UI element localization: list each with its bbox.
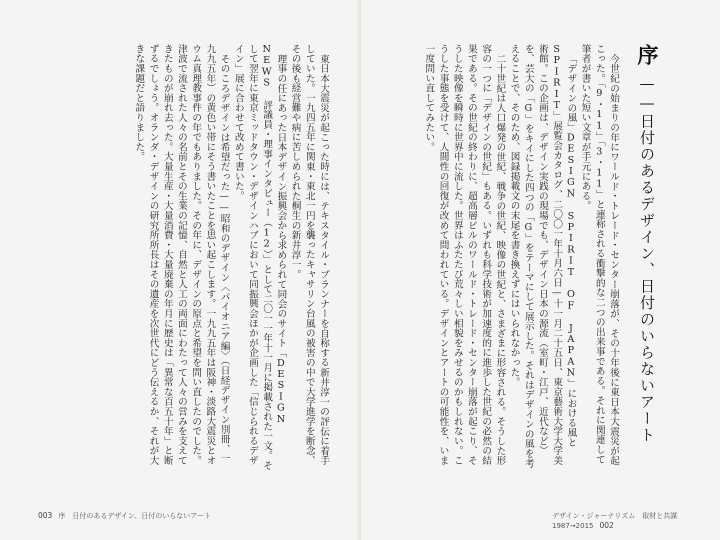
gutter [358,0,361,540]
paragraph: 二十世紀は人口爆発の世紀、戦争の世紀、映像の世紀と、さまざまに形容される。そうした形容の一つに「デザインの世紀」もある。いずれも科学技術が加速度的に進歩した世紀の必然の結果である。その世紀の終わりに、超高層ビルのワールド・トレード・センター崩落が起こり、そうした映像を瞬時に世界中に流した。世界はふたたび荒々しい相貌をみせるのかもしれない。こうした事態を受けて、人間性の回復が改めて問われている。デザインとアートの可能性を、いま一度問い直してみたい。 [423,44,506,466]
chapter-mark: 序 [635,44,660,67]
left-running-head: 序 日付のあるデザイン、日付のいらないアート [58,512,212,520]
chapter-title-text: ——日付のあるデザイン、日付のいらないアート [638,74,656,444]
right-footer [552,511,720,530]
paragraph: 東日本大震災が起こった時には、テキスタイル・プランナーを自称する新井淳一の評伝に着手していた。一九四五年に関東・東北一円を襲ったキャサリン台風の被害の中で大学進学を断念、その後も経営難や病に苦しめられた桐生の新井淳一。 [289,44,329,466]
left-footer [38,511,211,521]
paragraph: 「デザインの風」DESIGN SPIRIT OF JAPAN」における風とSPIRIT」展覧会カタログ、二〇〇一年十月六日—十一月二十五日、東京藝術大学大学美術館。この企画は、デザイン実践の現場でも、デザイン日本の源流（室町・江戸、近代など）を、芸大の「G」をキイにした四つの「G」をテーマにして展示した。それはデザインの風を考えることで、そのため、図録掲載文の末尾を書き換えずにはいられなかった。 [508,44,577,469]
left-page-text [30,44,330,472]
right-page-text [402,44,620,472]
right-running-head: デザイン・ジャーナリズム 取材と共謀 1987→2015 [552,512,678,530]
paragraph: 理事の任にあった日本デザイン振興会から求められて同会のサイト「DESIGN NEWS 評議員・理事インタビュー（12）」として二〇一一年十一月に掲載された一文。そして翌年に東京ミッドタウン・デザインハブにおいて同振興会ほかが企画した「信じられるデザイン」展に合わせて改めて書いた。 [232,44,287,471]
paragraph: そのころデザインは希望だった——昭和のデザイン〈パイオニア編〉（日経デザイン別冊、一九九五年）の黄色い帯にそう書いたことを思い起こします。一九九五年は阪神・淡路大震災とオウム真理教事件の年でもありました。その年に、デザインの原点と希望を問い直したのでした。津波で流された人々の名前とその生業の記憶、自然と人工の両面にわたって人々の営みを支えてきたものが崩れ去った。大量生産・大量消費・大量廃棄の年月に歴史は「異常な百五十年」と断ずるでしょう。オランダ・デザインの研究所所長はその遺産を次世代にどう伝えるか、それが大きな課題だと語りました。 [133,44,230,466]
chapter-title [632,44,662,464]
left-page-number: 003 [38,511,53,520]
right-page-number: 002 [599,521,614,530]
paragraph: 今世紀の始まりの年にワールド・トレード・センター崩落が、その十年後に東日本大震災が起こった。「9・11」「3・11」と連称される衝撃的な二つの出来事である。それに関連して筆者が書いた短い文章が手元にある。 [579,44,619,466]
